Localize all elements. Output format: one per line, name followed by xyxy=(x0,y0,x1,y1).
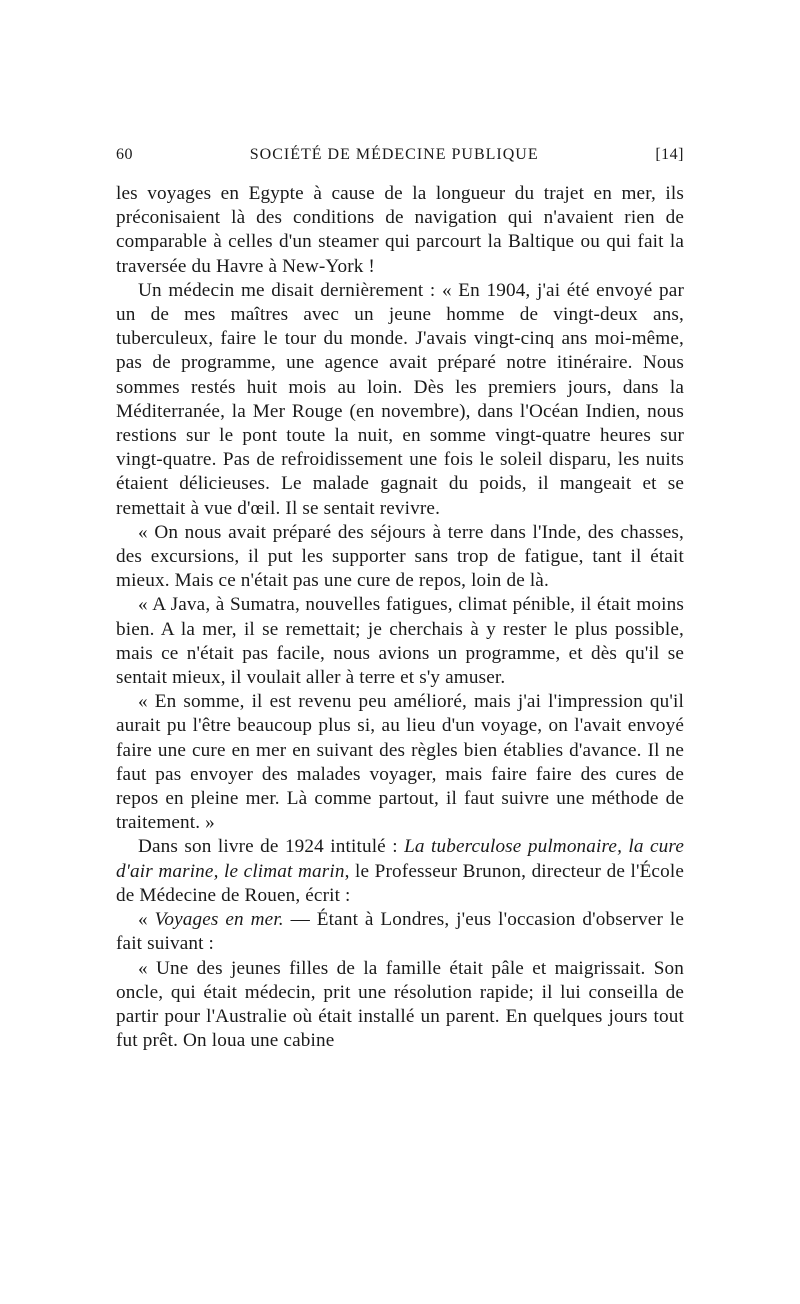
paragraph-8: « Une des jeunes filles de la famille était pâle et maigrissait. Son oncle, qui était médecin, prit une résolution rapide; il lui conseilla de partir pour l'Australie où était installé un parent. En quelques jours tout fut prêt. On loua une cabine xyxy=(116,957,684,1052)
paragraph-7 xyxy=(116,908,684,956)
paragraph-5: « En somme, il est revenu peu amélioré, mais j'ai l'impression qu'il aurait pu l'être beaucoup plus si, au lieu d'un voyage, on l'avait envoyé faire une cure en mer en suivant des règles bien établies d'avance. Il ne faut pas envoyer des malades voyager, mais faire faire des cures de repos en pleine mer. Là comme partout, il faut suivre une méthode de traitement. » xyxy=(116,691,684,834)
brunon-trail: , le Professeur Brunon, directeur de l'École de Médecine de Rouen, écrit : xyxy=(116,860,684,906)
brunon-lead: Dans son livre de 1924 intitulé : xyxy=(138,836,405,858)
paragraph-6 xyxy=(116,835,684,908)
book-title: La tuberculose pulmonaire, la cure d'air marine, le climat marin xyxy=(116,836,684,882)
running-title: SOCIÉTÉ DE MÉDECINE PUBLIQUE xyxy=(249,146,539,163)
body-text xyxy=(116,182,684,1053)
book-page xyxy=(116,146,684,1053)
running-head xyxy=(116,146,684,170)
page-number: 60 xyxy=(116,146,133,163)
paragraph-4: « A Java, à Sumatra, nouvelles fatigues, climat pénible, il était moins bien. A la mer, il se remettait; je cherchais à y rester le plus possible, mais ce n'était pas facile, nous avions un programme, et dès qu'il se sentait mieux, il voulait aller à terre et s'y amuser. xyxy=(116,594,684,689)
paragraph-1: les voyages en Egypte à cause de la longueur du trajet en mer, ils préconisaient là des conditions de navigation qui n'avaient rien de comparable à celles d'un steamer qui parcourt la Baltique ou qui fait la traversée du Havre à New-York ! xyxy=(116,183,684,277)
quote-heading: Voyages en mer. xyxy=(154,909,284,931)
paragraph-2: Un médecin me disait dernièrement : « En 1904, j'ai été envoyé par un de mes maîtres avec un jeune homme de vingt-deux ans, tuberculeux, faire le tour du monde. J'avais vingt-cinq ans moi-même, pas de programme, une agence avait préparé notre itinéraire. Nous sommes restés huit mois au loin. Dès les premiers jours, dans la Méditerranée, la Mer Rouge (en novembre), dans l'Océan Indien, nous restions sur le pont toute la nuit, en somme vingt-quatre heures sur vingt-quatre. Pas de refroidissement une fois le soleil disparu, les nuits étaient délicieuses. Le malade gagnait du poids, il mangeait et se remettait à vue d'œil. Il se sentait revivre. xyxy=(116,279,684,519)
paragraph-3: « On nous avait préparé des séjours à terre dans l'Inde, des chasses, des excursions, il put les supporter sans trop de fatigue, tant il était mieux. Mais ce n'était pas une cure de repos, loin de là. xyxy=(116,521,684,592)
quote-open: « xyxy=(138,909,155,931)
section-number: [14] xyxy=(655,146,684,163)
quote-rest: — Étant à Londres, j'eus l'occasion d'observer le fait suivant : xyxy=(116,909,684,955)
